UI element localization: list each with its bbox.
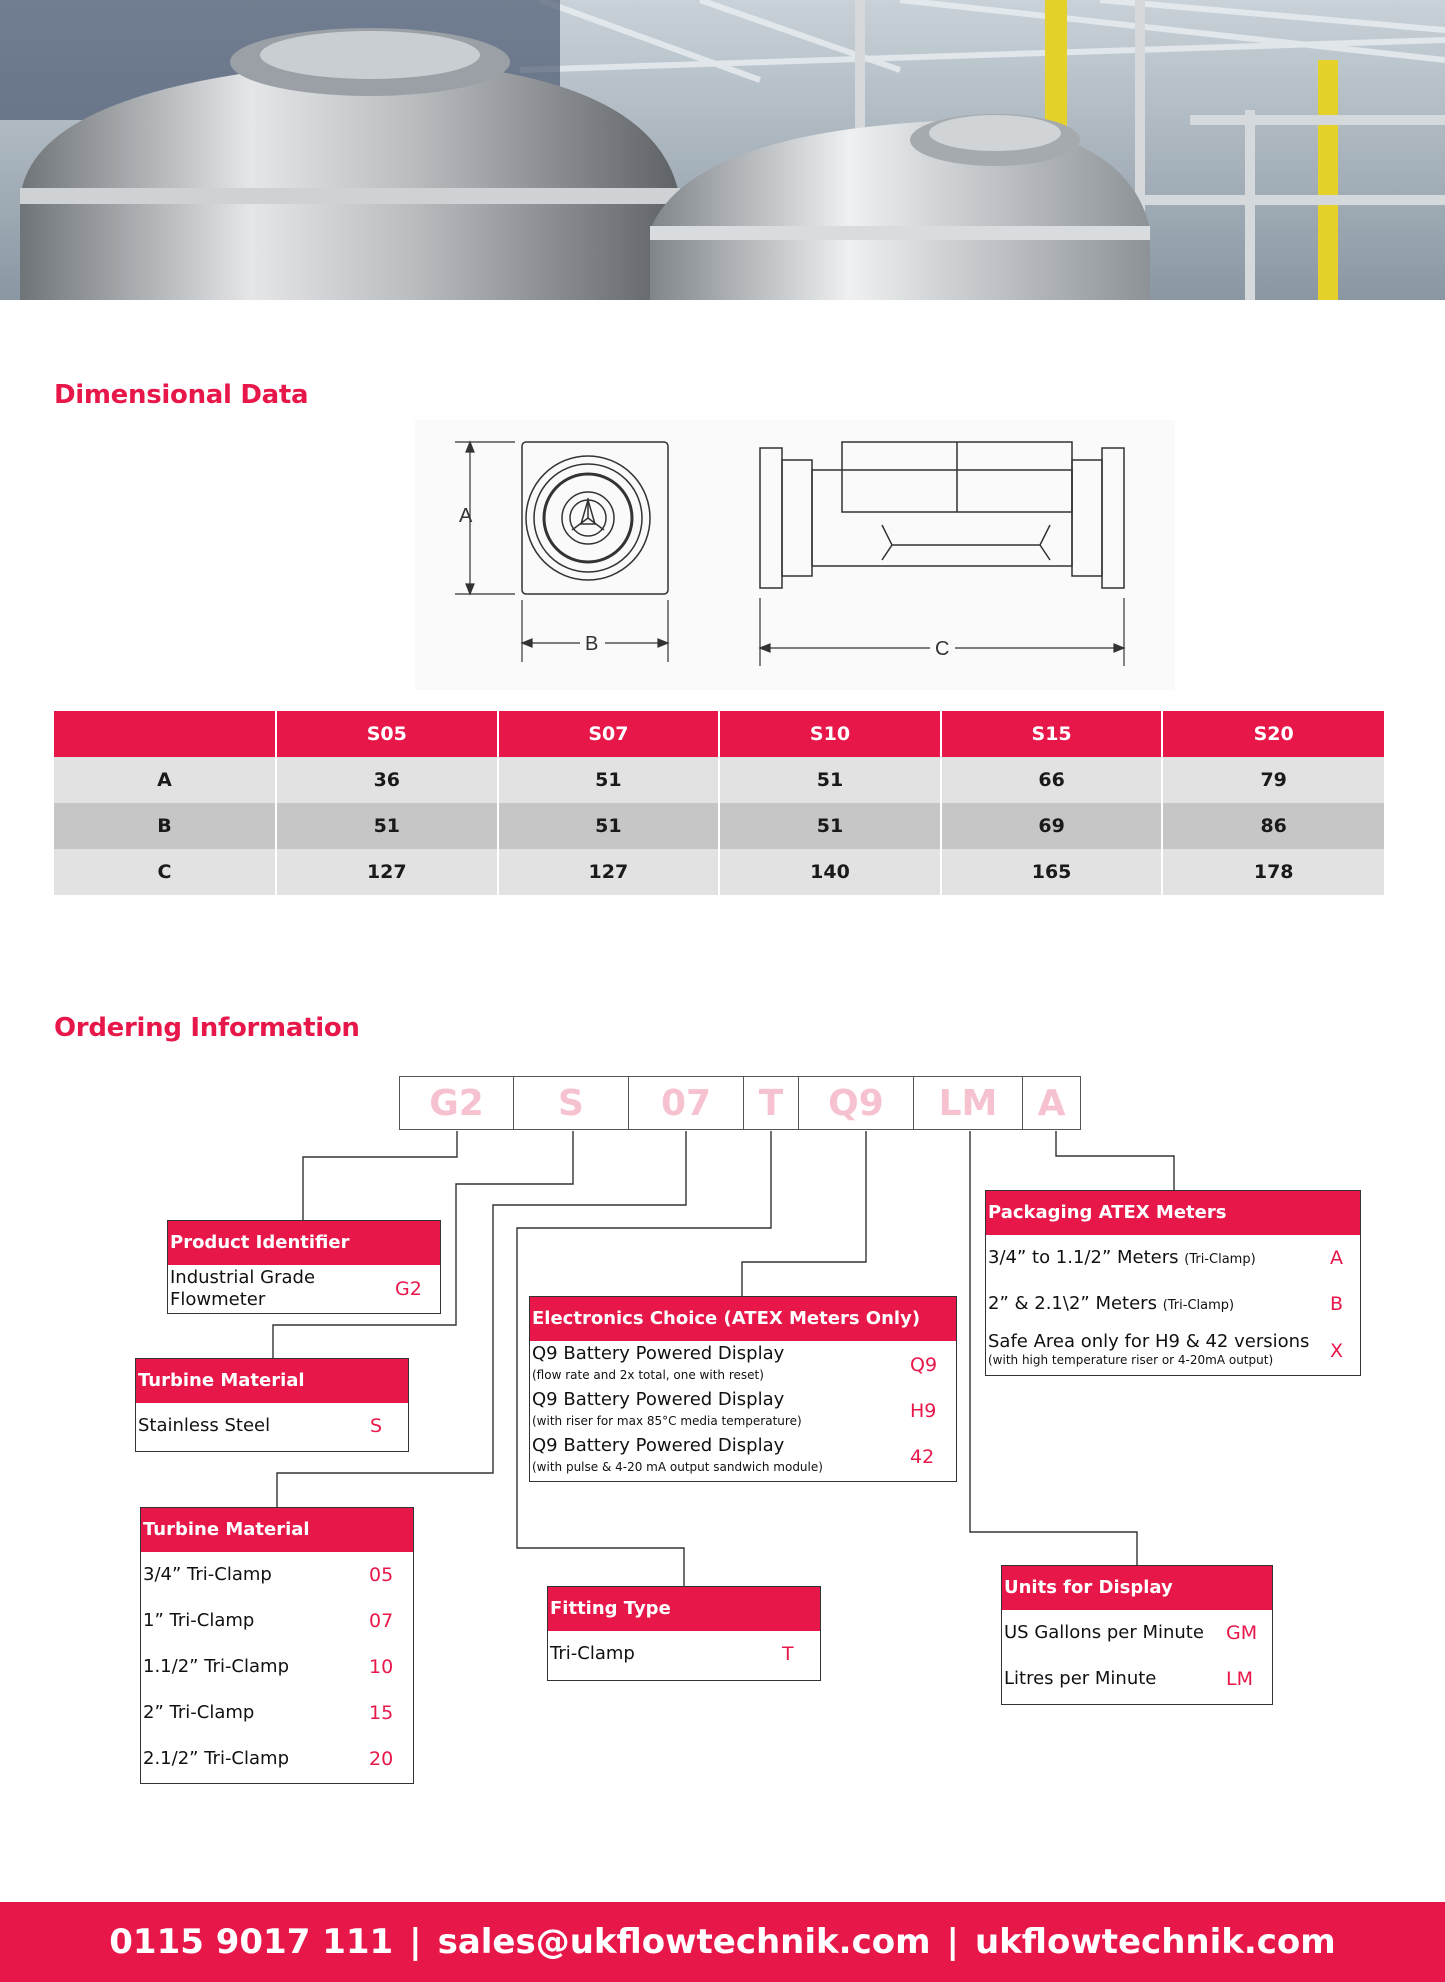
list-item [143,1690,413,1736]
option-code: S [370,1415,383,1437]
option-code: T [782,1643,794,1665]
list-item [532,1387,956,1433]
code-box-units: LM [913,1076,1023,1130]
option-label-line2: Flowmeter [170,1289,266,1310]
header-cell: S10 [719,711,941,757]
dimension-table [54,711,1384,895]
option-note: (flow rate and 2x total, one with reset) [532,1368,764,1382]
hero-photo-brewery-tanks [0,0,1445,300]
product-identifier-title: Product Identifier [168,1221,440,1265]
option-note: (with high temperature riser or 4-20mA output) [988,1353,1274,1367]
units-display-box [1001,1565,1273,1705]
fitting-type-title: Fitting Type [548,1587,820,1631]
table-cell: 178 [1162,849,1384,895]
table-cell: 51 [276,803,498,849]
option-note: (Tri-Clamp) [1184,1252,1256,1267]
option-label: Litres per Minute [1004,1668,1157,1689]
table-cell: 79 [1162,757,1384,803]
table-row [54,757,1384,803]
size-options-box [140,1507,414,1784]
fitting-type-box [547,1586,821,1681]
header-cell: S07 [498,711,720,757]
list-item [988,1281,1360,1327]
header-cell: S15 [941,711,1163,757]
product-identifier-box [167,1220,441,1314]
packaging-atex-box [985,1190,1361,1376]
turbine-material-title: Turbine Material [136,1359,408,1403]
option-label: Q9 Battery Powered Display [532,1435,785,1456]
option-label-text: 3/4” to 1.1/2” Meters [988,1247,1179,1268]
table-cell: 127 [498,849,720,895]
list-item [988,1327,1360,1373]
list-item [170,1265,440,1313]
dimensional-data-title: Dimensional Data [54,380,309,410]
option-code: 05 [369,1564,394,1586]
ordering-info-title: Ordering Information [54,1013,360,1043]
order-code-row [400,1076,1081,1132]
option-label-text: 2” & 2.1\2” Meters [988,1293,1157,1314]
option-code: 10 [369,1656,394,1678]
option-code: 20 [369,1748,394,1770]
option-code: GM [1226,1622,1258,1644]
list-item [532,1433,956,1479]
packaging-atex-title: Packaging ATEX Meters [986,1191,1360,1235]
dimension-diagram [415,420,1175,690]
option-code: 42 [910,1446,935,1468]
code-box-size: 07 [628,1076,744,1130]
option-code: X [1330,1340,1344,1362]
table-cell: B [54,803,276,849]
option-label: 1” Tri-Clamp [143,1610,255,1631]
footer-email-link[interactable]: sales@ukflowtechnik.com [437,1922,931,1962]
dimension-label-b: B [585,633,599,655]
option-label: 2” Tri-Clamp [143,1702,255,1723]
option-label: Safe Area only for H9 & 42 versions [988,1331,1310,1352]
option-code: 15 [369,1702,394,1724]
table-cell: C [54,849,276,895]
option-label: 1.1/2” Tri-Clamp [143,1656,289,1677]
list-item [143,1552,413,1598]
list-item [550,1631,820,1677]
table-cell: 165 [941,849,1163,895]
option-note: (Tri-Clamp) [1162,1298,1235,1313]
option-label: Stainless Steel [138,1415,271,1436]
units-display-title: Units for Display [1002,1566,1272,1610]
code-box-packaging: A [1022,1076,1081,1130]
table-cell: 69 [941,803,1163,849]
option-note: (with riser for max 85°C media temperature) [532,1414,802,1428]
footer-separator: | [946,1922,959,1962]
list-item [1004,1656,1272,1702]
code-box-electronics: Q9 [798,1076,914,1130]
list-item [143,1598,413,1644]
table-cell: 51 [719,757,941,803]
option-code: A [1330,1247,1343,1269]
footer-website-link[interactable]: ukflowtechnik.com [974,1922,1336,1962]
list-item [138,1403,408,1449]
option-code: G2 [395,1278,422,1300]
option-code: Q9 [910,1354,938,1376]
contact-footer [0,1902,1445,1982]
list-item [143,1644,413,1690]
list-item [143,1736,413,1782]
header-cell [54,711,276,757]
table-row [54,803,1384,849]
option-label: US Gallons per Minute [1004,1622,1204,1643]
option-code: H9 [910,1400,937,1422]
table-cell: 51 [498,757,720,803]
dimension-label-a: A [459,505,473,527]
code-box-material: S [513,1076,629,1130]
table-cell: 127 [276,849,498,895]
option-label [170,1267,315,1311]
turbine-material-box [135,1358,409,1452]
electronics-choice-box [529,1296,957,1482]
option-note: (with pulse & 4-20 mA output sandwich module) [532,1460,823,1474]
option-label: 2.1/2” Tri-Clamp [143,1748,289,1769]
list-item [988,1235,1360,1281]
option-label: Tri-Clamp [550,1643,635,1664]
table-cell: 66 [941,757,1163,803]
footer-phone[interactable]: 0115 9017 111 [109,1922,394,1962]
table-cell: 86 [1162,803,1384,849]
option-label [988,1293,1234,1314]
list-item [1004,1610,1272,1656]
option-label: Q9 Battery Powered Display [532,1343,785,1364]
size-options-title: Turbine Material [141,1508,413,1552]
code-box-fitting: T [743,1076,799,1130]
option-code: LM [1226,1668,1253,1690]
header-cell: S05 [276,711,498,757]
dimension-label-c: C [935,638,950,660]
table-cell: 140 [719,849,941,895]
option-label [988,1247,1256,1268]
list-item [532,1341,956,1387]
header-cell: S20 [1162,711,1384,757]
table-row [54,849,1384,895]
table-cell: 36 [276,757,498,803]
electronics-choice-title: Electronics Choice (ATEX Meters Only) [530,1297,956,1341]
option-code: 07 [369,1610,394,1632]
option-label-line1: Industrial Grade [170,1267,316,1288]
code-box-product: G2 [399,1076,514,1130]
footer-separator: | [409,1922,422,1962]
option-label: 3/4” Tri-Clamp [143,1564,272,1585]
option-label: Q9 Battery Powered Display [532,1389,785,1410]
table-header-row [54,711,1384,757]
option-code: B [1330,1293,1344,1315]
table-cell: 51 [719,803,941,849]
table-cell: A [54,757,276,803]
table-cell: 51 [498,803,720,849]
